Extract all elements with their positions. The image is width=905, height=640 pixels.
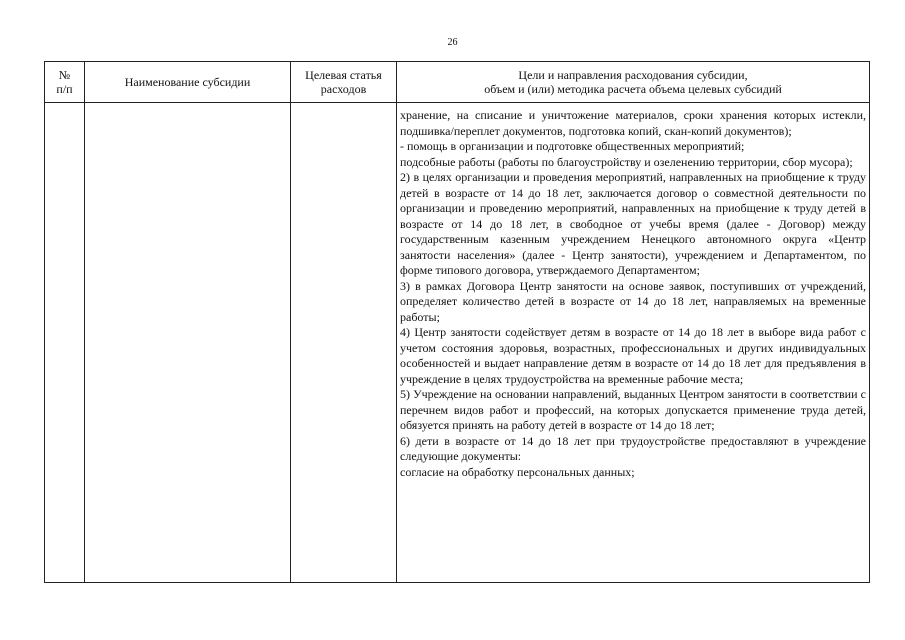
goals-text xyxy=(397,103,869,480)
header-target-article xyxy=(291,62,397,103)
header-number xyxy=(45,62,85,103)
paragraph: 3) в рамках Договора Центр занятости на основе заявок, поступивших от учреждений, определяет количество детей в возрасте от 14 до 18 лет, направляемых на временные работы; xyxy=(400,278,866,324)
header-number-line1: № xyxy=(58,68,71,82)
paragraph: 5) Учреждение на основании направлений, выданных Центром занятости в соответствии с перечнем видов работ и профессий, на которых допускается применение труда детей, обязуется принять на работу детей в возрасте от 14 до 18 лет; xyxy=(400,387,866,432)
paragraph: 6) дети в возрасте от 14 до 18 лет при трудоустройстве предоставляют в учреждение следующие документы: xyxy=(400,433,866,463)
paragraph: 2) в целях организации и проведения мероприятий, направленных на приобщение к труду детей в возрасте от 14 до 18 лет, заключается договор о совместной деятельности по организации и проведению мероприятий, направленных на приобщение к труду детей в возрасте от 14 до 18 лет, в свободное от учебы время (далее - Договор) между государственным казенным учреждением Ненецкого автономного округа «Центр занятости населения» (далее - Центр занятости), учреждением и Департаментом, по форме типового договора, утверждаемого Департаментом; xyxy=(400,170,866,277)
paragraph: - помощь в организации и подготовке общественных мероприятий; xyxy=(400,139,745,153)
header-goals xyxy=(397,62,870,103)
cell-goals xyxy=(397,103,870,583)
page-number: 26 xyxy=(447,37,458,48)
paragraph: хранение, на списание и уничтожение материалов, сроки хранения которых истекли, подшивка/переплет документов, подготовка копий, скан-копий документов); xyxy=(400,108,866,138)
header-goals-line1: Цели и направления расходования субсидии, xyxy=(518,68,748,82)
table-header-row xyxy=(45,62,870,103)
header-subsidy-name: Наименование субсидии xyxy=(85,62,291,103)
cell-target-article xyxy=(291,103,397,583)
subsidy-table xyxy=(44,61,870,583)
paragraph: согласие на обработку персональных данных; xyxy=(400,464,635,479)
paragraph: 4) Центр занятости содействует детям в возрасте от 14 до 18 лет в выборе вида работ с учетом состояния здоровья, возрастных, профессиональных и других индивидуальных особенностей и выдает направление детям в возрасте от 14 до 18 лет для предъявления в учреждение в целях трудоустройства на временные рабочие места; xyxy=(400,325,866,386)
cell-number xyxy=(45,103,85,583)
header-goals-line2: объем и (или) методика расчета объема целевых субсидий xyxy=(484,82,782,96)
header-article-line2: расходов xyxy=(320,82,367,96)
cell-subsidy-name xyxy=(85,103,291,583)
table-row xyxy=(45,103,870,583)
header-article-line1: Целевая статья xyxy=(305,68,382,82)
header-number-line2: п/п xyxy=(56,82,73,96)
paragraph: подсобные работы (работы по благоустройству и озеленению территории, сбор мусора); xyxy=(400,154,853,169)
